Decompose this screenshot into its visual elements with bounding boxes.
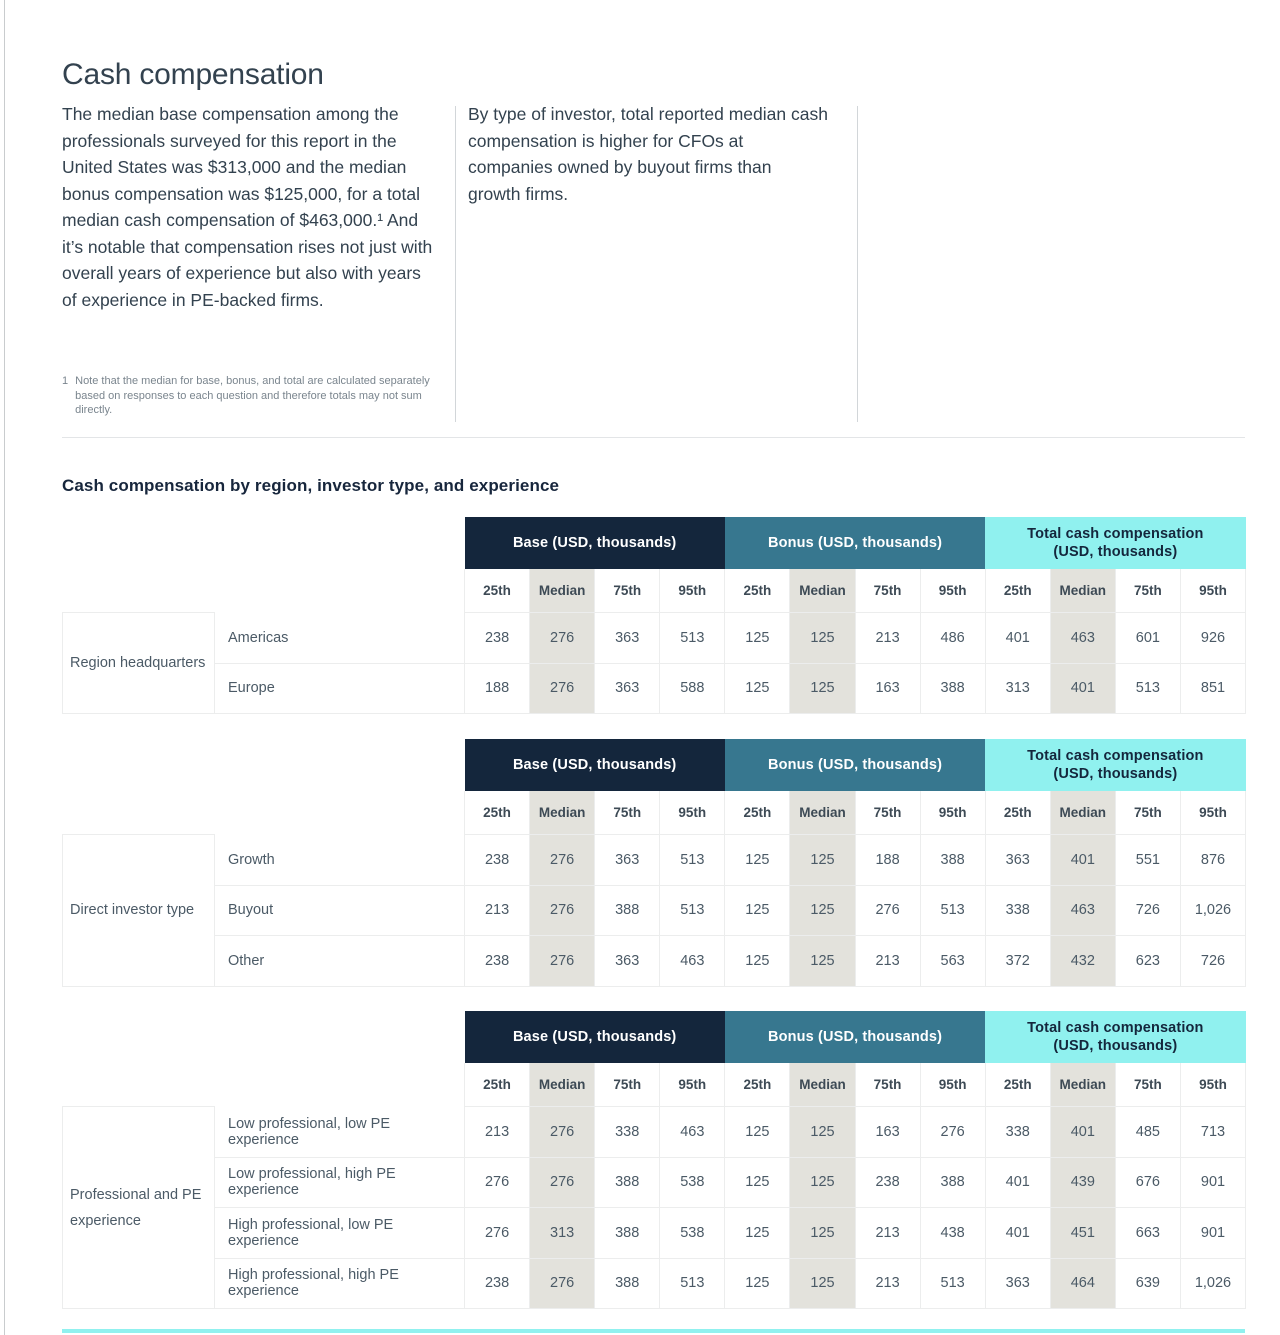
cell-total-median: 401 [1050,835,1115,886]
row-label: Buyout [215,885,465,936]
cell-base-median: 276 [530,936,595,987]
cell-base-25th: 238 [465,1258,530,1309]
cell-bonus-75th: 213 [855,1208,920,1259]
subheader-total-median: Median [1050,791,1115,835]
cell-bonus-25th: 125 [725,885,790,936]
cell-bonus-95th: 276 [920,1107,985,1158]
band-total-line2: (USD, thousands) [1053,544,1178,560]
subheader-bonus-median: Median [790,569,855,613]
cell-total-75th: 726 [1115,885,1180,936]
cell-total-75th: 513 [1115,663,1180,714]
cell-bonus-95th: 388 [920,835,985,886]
subheader-total-25th: 25th [985,1063,1050,1107]
subheader-spacer [63,1063,465,1107]
cell-total-75th: 601 [1115,613,1180,664]
subheader-bonus-75th: 75th [855,791,920,835]
cell-base-75th: 338 [595,1107,660,1158]
table-band-row [63,517,1246,569]
subheader-base-25th: 25th [465,791,530,835]
cell-bonus-75th: 213 [855,1258,920,1309]
row-label: Growth [215,835,465,886]
band-total [985,739,1245,791]
cell-bonus-25th: 125 [725,835,790,886]
subheader-total-median: Median [1050,1063,1115,1107]
cell-bonus-median: 125 [790,1258,855,1309]
cell-total-25th: 401 [985,1157,1050,1208]
table-row [63,663,1246,714]
cell-total-95th: 876 [1180,835,1245,886]
band-bonus: Bonus (USD, thousands) [725,1011,985,1063]
cell-total-95th: 713 [1180,1107,1245,1158]
cell-base-25th: 213 [465,885,530,936]
table-subheader-row [63,791,1246,835]
subheader-total-95th: 95th [1180,791,1245,835]
cell-bonus-median: 125 [790,613,855,664]
table-row [63,1258,1246,1309]
cell-bonus-75th: 213 [855,936,920,987]
cell-total-25th: 372 [985,936,1050,987]
cell-base-95th: 513 [660,835,725,886]
subheader-base-95th: 95th [660,569,725,613]
band-total-line1: Total cash compensation [1027,1020,1204,1036]
band-total-line1: Total cash compensation [1027,526,1204,542]
table-row [63,936,1246,987]
subheader-bonus-95th: 95th [920,791,985,835]
cell-base-75th: 388 [595,885,660,936]
bottom-accent-rule [62,1329,1245,1333]
cell-bonus-25th: 125 [725,613,790,664]
cell-base-95th: 513 [660,1258,725,1309]
subheader-bonus-95th: 95th [920,569,985,613]
cell-total-median: 451 [1050,1208,1115,1259]
cell-bonus-75th: 188 [855,835,920,886]
band-base: Base (USD, thousands) [465,739,725,791]
cell-bonus-75th: 213 [855,613,920,664]
band-base: Base (USD, thousands) [465,517,725,569]
footnote-text: Note that the median for base, bonus, and total are calculated separately based on responses to each question and therefore totals may not sum directly. [75,375,430,416]
cell-total-25th: 313 [985,663,1050,714]
cell-total-95th: 1,026 [1180,1258,1245,1309]
table-region-headquarters [62,517,1246,714]
table-row [63,835,1246,886]
cell-bonus-median: 125 [790,1107,855,1158]
table-band-row [63,739,1246,791]
row-label: Americas [215,613,465,664]
cell-bonus-95th: 513 [920,885,985,936]
intro-paragraph-2: By type of investor, total reported median cash compensation is higher for CFOs at companies owned by buyout firms than growth firms. [468,104,828,204]
subheader-base-median: Median [530,791,595,835]
band-total-line2: (USD, thousands) [1053,766,1178,782]
cell-base-75th: 363 [595,835,660,886]
cell-bonus-95th: 388 [920,1157,985,1208]
cell-bonus-25th: 125 [725,936,790,987]
cell-total-median: 464 [1050,1258,1115,1309]
row-label: High professional, low PE experience [215,1208,465,1259]
band-spacer [63,517,465,569]
subheader-base-75th: 75th [595,791,660,835]
table-subheader-row [63,569,1246,613]
cell-base-95th: 513 [660,885,725,936]
subheader-base-95th: 95th [660,1063,725,1107]
band-total-line1: Total cash compensation [1027,748,1204,764]
subheader-bonus-median: Median [790,791,855,835]
cell-total-25th: 363 [985,1258,1050,1309]
subheader-bonus-75th: 75th [855,1063,920,1107]
cell-bonus-95th: 388 [920,663,985,714]
cell-bonus-median: 125 [790,1208,855,1259]
subheader-base-95th: 95th [660,791,725,835]
subheader-base-median: Median [530,1063,595,1107]
cell-base-25th: 276 [465,1208,530,1259]
cell-total-median: 463 [1050,885,1115,936]
table-direct-investor-type [62,739,1246,987]
subheader-base-75th: 75th [595,1063,660,1107]
intro-divider-1 [455,106,456,422]
cell-bonus-95th: 486 [920,613,985,664]
cell-base-25th: 238 [465,613,530,664]
cell-bonus-75th: 163 [855,663,920,714]
cell-total-25th: 401 [985,613,1050,664]
table-row [63,885,1246,936]
subheader-total-75th: 75th [1115,791,1180,835]
cell-base-median: 276 [530,1157,595,1208]
row-label: Low professional, low PE experience [215,1107,465,1158]
subheader-bonus-median: Median [790,1063,855,1107]
cell-base-median: 276 [530,885,595,936]
row-label: High professional, high PE experience [215,1258,465,1309]
cell-total-25th: 338 [985,1107,1050,1158]
cell-base-median: 276 [530,1258,595,1309]
row-label: Other [215,936,465,987]
cell-total-25th: 401 [985,1208,1050,1259]
cell-base-75th: 388 [595,1258,660,1309]
cell-total-median: 401 [1050,663,1115,714]
band-spacer [63,1011,465,1063]
cell-total-95th: 1,026 [1180,885,1245,936]
cell-bonus-75th: 276 [855,885,920,936]
cell-base-75th: 363 [595,936,660,987]
cell-base-75th: 363 [595,663,660,714]
cell-base-95th: 538 [660,1208,725,1259]
page-title: Cash compensation [62,58,324,92]
cell-bonus-median: 125 [790,885,855,936]
cell-bonus-25th: 125 [725,663,790,714]
cell-bonus-25th: 125 [725,1208,790,1259]
cell-base-95th: 513 [660,613,725,664]
table-band-row [63,1011,1246,1063]
cell-total-75th: 676 [1115,1157,1180,1208]
cell-total-95th: 901 [1180,1208,1245,1259]
subheader-total-75th: 75th [1115,1063,1180,1107]
table-row [63,1107,1246,1158]
table-row [63,1208,1246,1259]
cell-bonus-75th: 163 [855,1107,920,1158]
cell-base-25th: 276 [465,1157,530,1208]
cell-total-75th: 639 [1115,1258,1180,1309]
subheader-base-25th: 25th [465,569,530,613]
cell-base-25th: 188 [465,663,530,714]
band-total [985,517,1245,569]
cell-total-median: 463 [1050,613,1115,664]
group-label: Region headquarters [63,613,215,714]
cell-total-median: 432 [1050,936,1115,987]
cell-base-median: 276 [530,613,595,664]
cell-total-75th: 663 [1115,1208,1180,1259]
cell-base-95th: 463 [660,1107,725,1158]
section-divider [62,437,1245,438]
cell-base-95th: 538 [660,1157,725,1208]
subheader-spacer [63,569,465,613]
cell-total-95th: 726 [1180,936,1245,987]
cell-base-median: 276 [530,835,595,886]
subheader-total-95th: 95th [1180,569,1245,613]
subheader-total-25th: 25th [985,569,1050,613]
cell-total-95th: 901 [1180,1157,1245,1208]
intro-divider-2 [857,106,858,422]
row-label: Low professional, high PE experience [215,1157,465,1208]
cell-bonus-25th: 125 [725,1258,790,1309]
cell-base-median: 276 [530,1107,595,1158]
cell-bonus-median: 125 [790,663,855,714]
subheader-bonus-25th: 25th [725,1063,790,1107]
group-label: Direct investor type [63,835,215,987]
cell-base-median: 313 [530,1208,595,1259]
subheader-bonus-25th: 25th [725,791,790,835]
cell-bonus-median: 125 [790,936,855,987]
subheader-bonus-75th: 75th [855,569,920,613]
table-row [63,613,1246,664]
cell-total-95th: 926 [1180,613,1245,664]
cell-base-95th: 588 [660,663,725,714]
cell-total-75th: 551 [1115,835,1180,886]
cell-total-median: 439 [1050,1157,1115,1208]
subheader-total-75th: 75th [1115,569,1180,613]
cell-total-25th: 363 [985,835,1050,886]
cell-base-95th: 463 [660,936,725,987]
table-professional-and-pe-experience [62,1011,1246,1309]
subheader-base-median: Median [530,569,595,613]
subheader-base-75th: 75th [595,569,660,613]
cell-base-75th: 388 [595,1208,660,1259]
subheader-bonus-95th: 95th [920,1063,985,1107]
cell-base-25th: 238 [465,936,530,987]
subheader-spacer [63,791,465,835]
band-bonus: Bonus (USD, thousands) [725,517,985,569]
cell-bonus-25th: 125 [725,1157,790,1208]
footnote-marker: 1 [62,375,69,387]
cell-total-75th: 623 [1115,936,1180,987]
cell-bonus-95th: 563 [920,936,985,987]
band-spacer [63,739,465,791]
cell-bonus-95th: 513 [920,1258,985,1309]
subheader-base-25th: 25th [465,1063,530,1107]
group-label: Professional and PE experience [63,1107,215,1309]
cell-base-median: 276 [530,663,595,714]
cell-total-95th: 851 [1180,663,1245,714]
intro-paragraph-1: The median base compensation among the professionals surveyed for this report in the United States was $313,000 and the median bonus compensation was $125,000, for a total median cash compensation of $463,000.¹ And it’s notable that compensation rises not just with overall years of experience but also with years of experience in PE-backed firms. [62,104,433,310]
band-total-line2: (USD, thousands) [1053,1038,1178,1054]
cell-total-25th: 338 [985,885,1050,936]
table-block-title: Cash compensation by region, investor type, and experience [62,476,560,496]
cell-total-75th: 485 [1115,1107,1180,1158]
subheader-total-25th: 25th [985,791,1050,835]
cell-base-25th: 213 [465,1107,530,1158]
band-total [985,1011,1245,1063]
table-row [63,1157,1246,1208]
cell-bonus-95th: 438 [920,1208,985,1259]
band-bonus: Bonus (USD, thousands) [725,739,985,791]
footnote [62,374,442,418]
row-label: Europe [215,663,465,714]
subheader-total-95th: 95th [1180,1063,1245,1107]
subheader-total-median: Median [1050,569,1115,613]
band-base: Base (USD, thousands) [465,1011,725,1063]
cell-base-75th: 363 [595,613,660,664]
cell-bonus-median: 125 [790,1157,855,1208]
subheader-bonus-25th: 25th [725,569,790,613]
cell-total-median: 401 [1050,1107,1115,1158]
cell-bonus-75th: 238 [855,1157,920,1208]
cell-bonus-median: 125 [790,835,855,886]
cell-base-25th: 238 [465,835,530,886]
table-subheader-row [63,1063,1246,1107]
cell-base-75th: 388 [595,1157,660,1208]
cell-bonus-25th: 125 [725,1107,790,1158]
